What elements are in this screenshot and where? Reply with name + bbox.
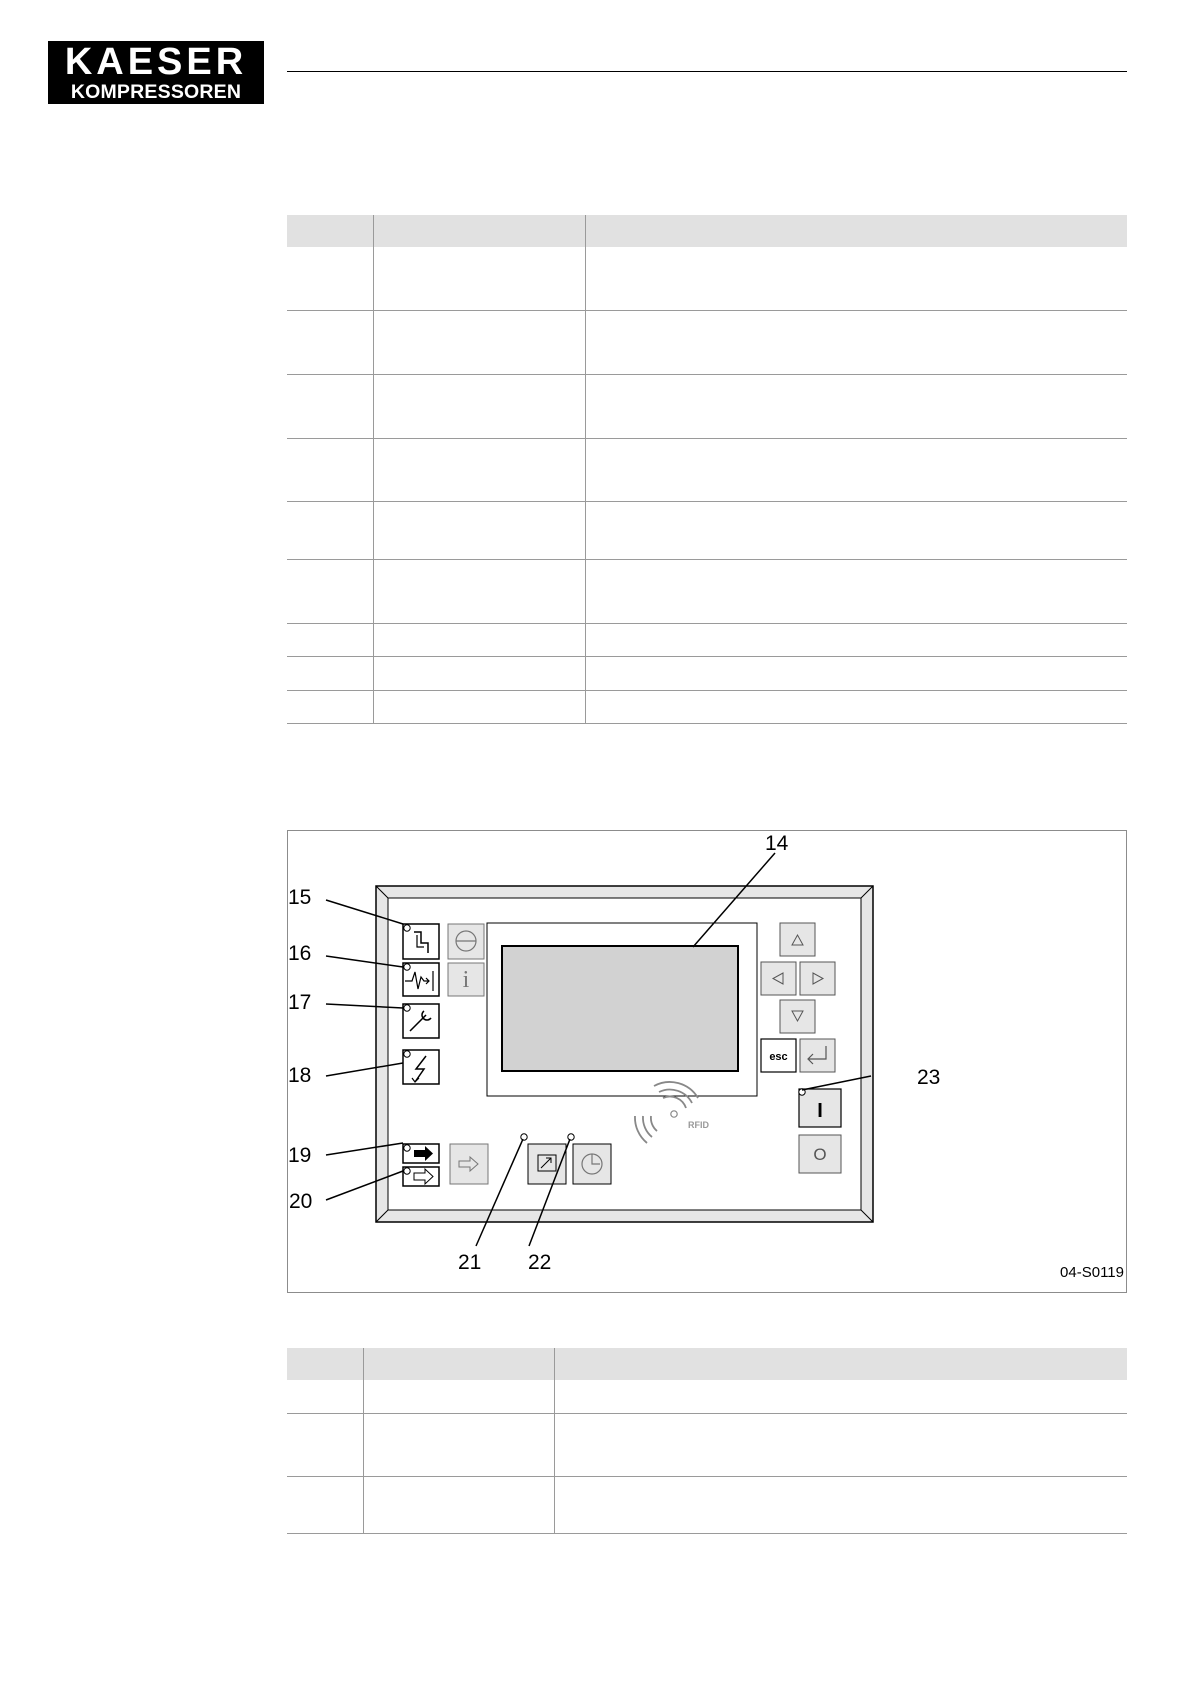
table-row (287, 374, 1127, 438)
table-row (287, 438, 1127, 501)
right-key[interactable] (800, 962, 835, 995)
info-key[interactable] (448, 963, 484, 996)
esc-label: esc (769, 1051, 788, 1063)
header-cell-designation (363, 1348, 554, 1380)
table-row (287, 1413, 1127, 1476)
header-cell-item (287, 215, 373, 247)
kaeser-logo (48, 41, 264, 104)
table-row (287, 1380, 1127, 1413)
header-cell-function (554, 1348, 1127, 1380)
down-key[interactable] (780, 1000, 815, 1033)
callout-21: 21 (458, 1251, 482, 1274)
table-row (287, 656, 1127, 690)
table-header-row (287, 1348, 1127, 1380)
header-rule (287, 71, 1127, 72)
rfid-label: RFID (688, 1120, 709, 1130)
callout-23: 23 (917, 1066, 941, 1089)
table-row (287, 501, 1127, 559)
image-code: 04-S0119 (1060, 1264, 1124, 1281)
table-row (287, 559, 1127, 623)
on-key[interactable] (799, 1089, 841, 1127)
table-row (287, 690, 1127, 723)
left-key[interactable] (761, 962, 796, 995)
off-label: O (813, 1145, 827, 1164)
table-row (287, 1476, 1127, 1533)
up-key[interactable] (780, 923, 815, 956)
callout-20: 20 (289, 1190, 313, 1213)
callout-16: 16 (288, 942, 312, 965)
table-row (287, 310, 1127, 374)
callout-17: 17 (288, 991, 312, 1014)
idle-key[interactable] (403, 1167, 439, 1186)
table-row (287, 247, 1127, 310)
off-key[interactable] (799, 1135, 841, 1173)
load-idle-key[interactable] (403, 924, 439, 959)
callout-15: 15 (288, 886, 312, 909)
control-panel-figure (287, 830, 1127, 1293)
header-cell-designation (373, 215, 585, 247)
callout-22: 22 (528, 1251, 552, 1274)
minus-circle-key[interactable] (448, 924, 484, 959)
callout-18: 18 (288, 1064, 312, 1087)
key-table-bottom (287, 1348, 1127, 1534)
callout-14: 14 (765, 832, 789, 855)
callout-19: 19 (288, 1144, 312, 1167)
key-table-top (287, 215, 1127, 724)
table-row (287, 623, 1127, 656)
header-cell-item (287, 1348, 363, 1380)
logo-line-kaeser: KAESER (64, 41, 248, 83)
enter-key[interactable] (800, 1039, 835, 1072)
maintenance-key[interactable] (403, 1004, 439, 1038)
display (487, 923, 757, 1096)
esc-key[interactable] (761, 1039, 796, 1072)
on-label: I (817, 1100, 823, 1122)
table-header-row (287, 215, 1127, 247)
logo-line-kompressoren: KOMPRESSOREN (70, 81, 242, 103)
alarm-fault-key[interactable] (403, 963, 439, 996)
idle-load-key[interactable] (450, 1144, 488, 1184)
header-cell-function (585, 215, 1127, 247)
power-supply-key[interactable] (403, 1050, 439, 1084)
info-icon: i (462, 967, 470, 993)
load-key[interactable] (403, 1144, 439, 1163)
